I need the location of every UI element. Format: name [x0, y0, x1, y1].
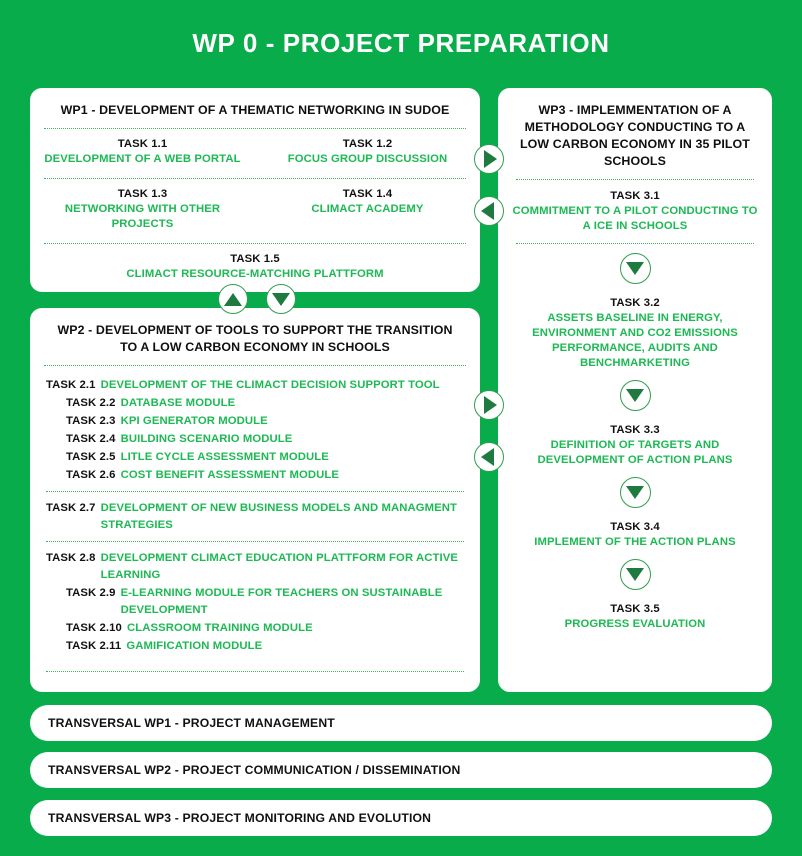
transversal-wp3-label: TRANSVERSAL WP3 - PROJECT MONITORING AND EVOLUTION [48, 811, 432, 825]
arrow-down-icon [620, 477, 651, 508]
flow-arrow-3 [512, 468, 758, 511]
task-number: TASK 3.4 [610, 521, 660, 533]
triangle-up-glyph [224, 293, 242, 306]
wp1-task-row [30, 244, 480, 284]
wp3-task-3.3 [512, 414, 758, 468]
wp2-task-2.6 [46, 466, 464, 484]
wp2-task-2.4 [46, 430, 464, 448]
triangle-down-glyph [626, 389, 644, 402]
divider [46, 541, 464, 542]
task-number: TASK 2.2 [66, 396, 116, 409]
arrow-up-icon [218, 284, 248, 314]
task-number: TASK 2.3 [66, 414, 116, 427]
transversal-wp2-bar [30, 752, 772, 788]
wp1-task-1.5 [30, 252, 480, 282]
task-name: KPI GENERATOR MODULE [120, 414, 268, 427]
wp1-task-row [30, 129, 480, 169]
task-name: CLIMACT ACADEMY [311, 203, 424, 215]
wp1-title: WP1 - DEVELOPMENT OF A THEMATIC NETWORKING IN SUDOE [60, 103, 450, 117]
wp1-task-row [30, 179, 480, 234]
task-name: NETWORKING WITH OTHER PROJECTS [64, 203, 221, 230]
wp2-task-2.10 [46, 619, 464, 637]
task-number: TASK 1.1 [117, 138, 168, 150]
wp3-title: WP3 - IMPLEMMENTATION OF A METHODOLOGY CONDUCTING TO A LOW CARBON ECONOMY IN 35 PILOT SCHOOLS [520, 103, 750, 168]
triangle-down-glyph [626, 262, 644, 275]
wp2-task-2.7 [46, 499, 464, 534]
transversal-wp3-bar [30, 800, 772, 836]
arrow-down-icon [620, 559, 651, 590]
task-number: TASK 1.4 [342, 188, 393, 200]
transversal-wp1-bar [30, 705, 772, 741]
wp2-task-2.3 [46, 412, 464, 430]
task-number: TASK 2.5 [66, 450, 116, 463]
triangle-left-glyph [481, 448, 494, 466]
task-number: TASK 1.5 [230, 253, 280, 265]
task-name: DEVELOPMENT OF A WEB PORTAL [44, 153, 241, 165]
triangle-down-glyph [626, 486, 644, 499]
task-name: GAMIFICATION MODULE [126, 639, 263, 652]
task-name: COMMITMENT TO A PILOT CONDUCTING TO A ICE IN SCHOOLS [512, 205, 758, 232]
task-number: TASK 2.11 [66, 639, 122, 652]
task-name: ASSETS BASELINE IN ENERGY, ENVIRONMENT AND CO2 EMISSIONS PERFORMANCE, AUDITS AND BENCHMARKETING [532, 312, 738, 369]
divider [46, 491, 464, 492]
wp3-task-flow [498, 244, 772, 632]
triangle-down-glyph [272, 293, 290, 306]
task-name: BUILDING SCENARIO MODULE [120, 432, 293, 445]
spacer [46, 655, 464, 664]
triangle-down-glyph [626, 568, 644, 581]
wp3-task-3.2 [512, 287, 758, 371]
flow-arrow-4 [512, 550, 758, 593]
arrow-right-icon [474, 390, 504, 420]
task-name: IMPLEMENT OF THE ACTION PLANS [534, 536, 736, 548]
wp1-card [30, 88, 480, 292]
wp3-task-3.5 [512, 593, 758, 632]
task-number: TASK 3.1 [610, 190, 660, 202]
flow-arrow-1 [512, 244, 758, 287]
arrow-down-icon [620, 253, 651, 284]
wp1-task-1.2 [255, 137, 480, 167]
wp2-task-2.8 [46, 549, 464, 584]
task-name: FOCUS GROUP DISCUSSION [287, 153, 448, 165]
task-name: CLIMACT RESOURCE-MATCHING PLATTFORM [126, 268, 384, 280]
wp2-task-list [30, 366, 480, 672]
arrow-down-icon [620, 380, 651, 411]
wp1-task-1.4 [255, 187, 480, 232]
wp2-task-2.1 [46, 376, 464, 394]
triangle-right-glyph [484, 396, 497, 414]
task-name: DEFINITION OF TARGETS AND DEVELOPMENT OF ACTION PLANS [537, 439, 733, 466]
arrow-down-icon [266, 284, 296, 314]
task-number: TASK 3.5 [610, 603, 660, 615]
arrow-right-icon [474, 144, 504, 174]
task-number: TASK 2.10 [66, 621, 122, 634]
task-number: TASK 1.2 [342, 138, 393, 150]
flow-arrow-2 [512, 371, 758, 414]
wp2-card [30, 308, 480, 692]
task-number: TASK 2.9 [66, 586, 116, 599]
wp2-task-2.11 [46, 637, 464, 655]
wp2-task-2.2 [46, 394, 464, 412]
wp2-title: WP2 - DEVELOPMENT OF TOOLS TO SUPPORT THE TRANSITION TO A LOW CARBON ECONOMY IN SCHOOLS [57, 323, 453, 354]
task-number: TASK 2.1 [46, 378, 96, 391]
wp2-task-2.9 [46, 584, 464, 619]
divider [46, 671, 464, 672]
task-name: DATABASE MODULE [120, 396, 236, 409]
triangle-left-glyph [481, 202, 494, 220]
task-name: DEVELOPMENT CLIMACT EDUCATION PLATTFORM FOR ACTIVE LEARNING [100, 551, 459, 581]
task-name: DEVELOPMENT OF NEW BUSINESS MODELS AND MANAGMENT STRATEGIES [100, 501, 458, 531]
page-title: WP 0 - PROJECT PREPARATION [192, 28, 610, 58]
transversal-wp2-label: TRANSVERSAL WP2 - PROJECT COMMUNICATION / DISSEMINATION [48, 763, 461, 777]
wp3-task-flow [498, 180, 772, 234]
wp3-card [498, 88, 772, 692]
wp3-task-3.4 [512, 511, 758, 550]
task-number: TASK 2.4 [66, 432, 116, 445]
wp1-task-1.1 [30, 137, 255, 167]
arrow-left-icon [474, 196, 504, 226]
task-name: LITLE CYCLE ASSESSMENT MODULE [120, 450, 329, 463]
wp2-task-2.5 [46, 448, 464, 466]
task-name: E-LEARNING MODULE FOR TEACHERS ON SUSTAINABLE DEVELOPMENT [120, 586, 443, 616]
task-number: TASK 2.7 [46, 501, 96, 514]
task-name: COST BENEFIT ASSESSMENT MODULE [120, 468, 340, 481]
task-number: TASK 3.3 [610, 424, 660, 436]
task-number: TASK 3.2 [610, 297, 660, 309]
arrow-left-icon [474, 442, 504, 472]
task-number: TASK 2.6 [66, 468, 116, 481]
task-number: TASK 1.3 [117, 188, 168, 200]
triangle-right-glyph [484, 150, 497, 168]
task-name: DEVELOPMENT OF THE CLIMACT DECISION SUPPORT TOOL [100, 378, 440, 391]
task-name: CLASSROOM TRAINING MODULE [126, 621, 313, 634]
task-name: PROGRESS EVALUATION [564, 618, 706, 630]
wp3-task-3.1 [512, 180, 758, 234]
task-number: TASK 2.8 [46, 551, 96, 564]
transversal-wp1-label: TRANSVERSAL WP1 - PROJECT MANAGEMENT [48, 716, 335, 730]
wp1-task-1.3 [30, 187, 255, 232]
